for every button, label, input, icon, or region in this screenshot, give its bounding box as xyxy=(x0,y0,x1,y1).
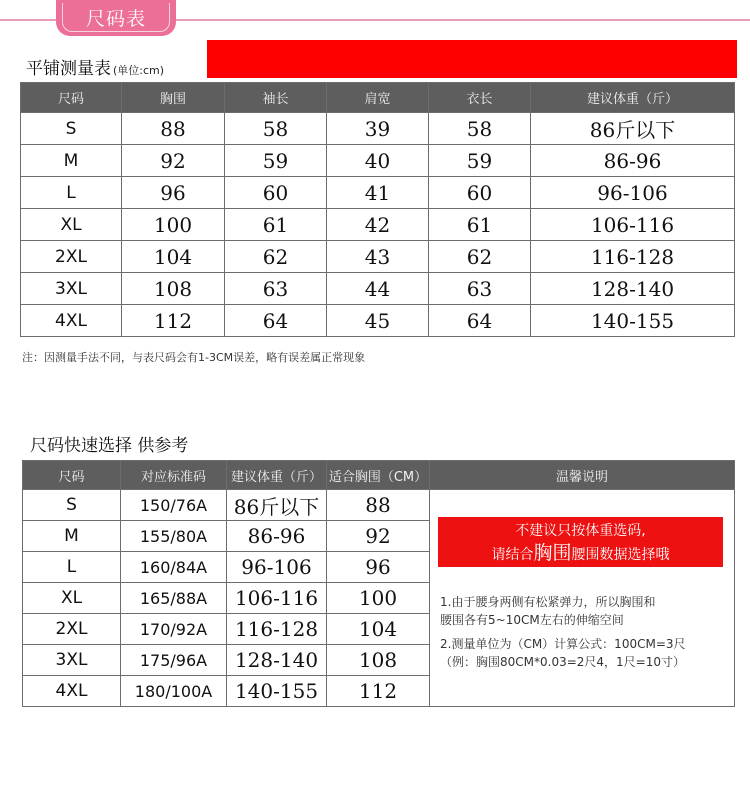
weight-cell: 86-96 xyxy=(531,145,735,177)
chest-cell: 100 xyxy=(122,209,225,241)
size-cell: L xyxy=(21,177,122,209)
header-chest: 胸围 xyxy=(122,83,225,113)
tips-alert-post: 腰围数据选择哦 xyxy=(571,547,670,563)
standard-code-cell: 150/76A xyxy=(121,490,227,521)
length-cell: 64 xyxy=(429,305,531,337)
table-header-row xyxy=(21,83,735,113)
weight-cell: 86-96 xyxy=(227,521,327,552)
flat-measure-table xyxy=(20,82,735,337)
standard-code-cell: 160/84A xyxy=(121,552,227,583)
quick-select-title: 尺码快速选择 供参考 xyxy=(30,436,189,456)
red-banner-bar xyxy=(207,40,737,78)
size-cell: L xyxy=(23,552,121,583)
weight-cell: 116-128 xyxy=(227,614,327,645)
tips-alert-line2 xyxy=(438,542,723,566)
chest-cell: 92 xyxy=(122,145,225,177)
chest-cell: 104 xyxy=(122,241,225,273)
size-cell: 3XL xyxy=(21,273,122,305)
size-chart-banner: 尺码表 xyxy=(56,0,176,36)
tips-cell xyxy=(430,490,735,707)
header-size: 尺码 xyxy=(21,83,122,113)
shoulder-cell: 39 xyxy=(327,113,429,145)
header-length: 衣长 xyxy=(429,83,531,113)
tip-elastic xyxy=(440,593,655,629)
header-standard-code: 对应标准码 xyxy=(121,461,227,490)
table-row xyxy=(21,113,735,145)
standard-code-cell: 180/100A xyxy=(121,676,227,707)
size-cell: 2XL xyxy=(21,241,122,273)
standard-code-cell: 175/96A xyxy=(121,645,227,676)
length-cell: 60 xyxy=(429,177,531,209)
size-cell: 4XL xyxy=(21,305,122,337)
sleeve-cell: 62 xyxy=(225,241,327,273)
chest-cell: 88 xyxy=(122,113,225,145)
table-row xyxy=(21,209,735,241)
length-cell: 63 xyxy=(429,273,531,305)
tip-elastic-a: 1.由于腰身两侧有松紧弹力，所以胸围和 xyxy=(440,595,656,609)
weight-cell: 116-128 xyxy=(531,241,735,273)
weight-cell: 140-155 xyxy=(227,676,327,707)
size-cell: XL xyxy=(23,583,121,614)
standard-code-cell: 170/92A xyxy=(121,614,227,645)
tip-elastic-b: 腰围各有5~10CM左右的伸缩空间 xyxy=(440,613,624,627)
chest-cell: 104 xyxy=(327,614,430,645)
table-header-row xyxy=(23,461,735,490)
chest-cell: 100 xyxy=(327,583,430,614)
sleeve-cell: 64 xyxy=(225,305,327,337)
table-row xyxy=(21,305,735,337)
measurement-note: 注：因测量手法不同，与表尺码会有1-3CM误差，略有误差属正常现象 xyxy=(22,351,366,364)
tip-formula xyxy=(440,635,686,671)
tip-formula-b: （例：胸围80CM*0.03=2尺4，1尺=10寸） xyxy=(440,655,686,669)
tips-alert-emphasis: 胸围 xyxy=(533,542,572,564)
tips-alert-line1: 不建议只按体重选码, xyxy=(515,523,646,539)
shoulder-cell: 41 xyxy=(327,177,429,209)
weight-cell: 128-140 xyxy=(227,645,327,676)
length-cell: 58 xyxy=(429,113,531,145)
chest-cell: 96 xyxy=(327,552,430,583)
table-row xyxy=(23,490,735,521)
shoulder-cell: 44 xyxy=(327,273,429,305)
header-sleeve: 袖长 xyxy=(225,83,327,113)
sleeve-cell: 61 xyxy=(225,209,327,241)
table-row xyxy=(21,177,735,209)
standard-code-cell: 155/80A xyxy=(121,521,227,552)
table-row xyxy=(21,273,735,305)
weight-cell: 86斤以下 xyxy=(531,113,735,145)
weight-cell: 96-106 xyxy=(531,177,735,209)
flat-measure-title xyxy=(26,54,164,79)
shoulder-cell: 40 xyxy=(327,145,429,177)
chest-cell: 96 xyxy=(122,177,225,209)
chest-cell: 108 xyxy=(122,273,225,305)
length-cell: 59 xyxy=(429,145,531,177)
quick-select-table xyxy=(22,460,735,707)
weight-cell: 96-106 xyxy=(227,552,327,583)
sleeve-cell: 63 xyxy=(225,273,327,305)
header-tips: 温馨说明 xyxy=(430,461,735,490)
header-fit-chest: 适合胸围（CM） xyxy=(327,461,430,490)
header-shoulder: 肩宽 xyxy=(327,83,429,113)
weight-cell: 140-155 xyxy=(531,305,735,337)
tips-alert-box xyxy=(438,517,723,567)
size-cell: S xyxy=(21,113,122,145)
length-cell: 61 xyxy=(429,209,531,241)
shoulder-cell: 42 xyxy=(327,209,429,241)
size-cell: M xyxy=(23,521,121,552)
tips-alert-pre: 请结合 xyxy=(491,547,534,563)
flat-measure-label: 平铺测量表 xyxy=(26,59,111,79)
table-row xyxy=(21,145,735,177)
size-cell: XL xyxy=(21,209,122,241)
length-cell: 62 xyxy=(429,241,531,273)
header-weight: 建议体重（斤） xyxy=(531,83,735,113)
chest-cell: 112 xyxy=(122,305,225,337)
weight-cell: 86斤以下 xyxy=(227,490,327,521)
sleeve-cell: 58 xyxy=(225,113,327,145)
sleeve-cell: 60 xyxy=(225,177,327,209)
chest-cell: 88 xyxy=(327,490,430,521)
weight-cell: 106-116 xyxy=(227,583,327,614)
unit-label: (单位:cm) xyxy=(113,64,165,77)
standard-code-cell: 165/88A xyxy=(121,583,227,614)
chest-cell: 92 xyxy=(327,521,430,552)
chest-cell: 112 xyxy=(327,676,430,707)
header-size: 尺码 xyxy=(23,461,121,490)
header-weight: 建议体重（斤） xyxy=(227,461,327,490)
size-cell: 4XL xyxy=(23,676,121,707)
size-cell: S xyxy=(23,490,121,521)
size-cell: 3XL xyxy=(23,645,121,676)
chest-cell: 108 xyxy=(327,645,430,676)
size-cell: 2XL xyxy=(23,614,121,645)
weight-cell: 128-140 xyxy=(531,273,735,305)
shoulder-cell: 43 xyxy=(327,241,429,273)
tip-formula-a: 2.测量单位为（CM）计算公式：100CM=3尺 xyxy=(440,637,686,651)
shoulder-cell: 45 xyxy=(327,305,429,337)
table-row xyxy=(21,241,735,273)
size-cell: M xyxy=(21,145,122,177)
weight-cell: 106-116 xyxy=(531,209,735,241)
sleeve-cell: 59 xyxy=(225,145,327,177)
